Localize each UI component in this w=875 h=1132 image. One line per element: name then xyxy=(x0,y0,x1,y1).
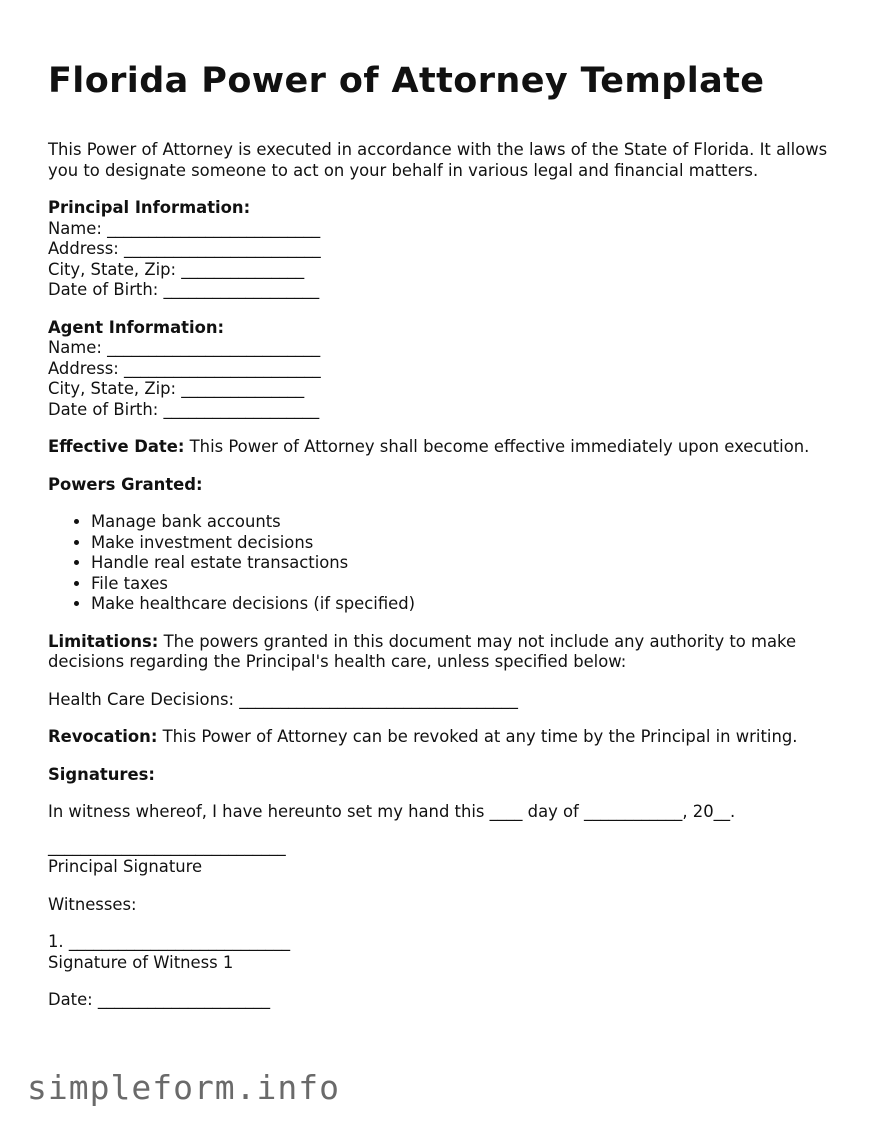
witness1-signature-line: 1. ___________________________ xyxy=(48,932,291,951)
witness-statement: In witness whereof, I have hereunto set my hand this ____ day of ____________, 20__. xyxy=(48,802,736,821)
principal-address-field: Address: ________________________ xyxy=(48,239,321,258)
powers-heading-paragraph xyxy=(48,475,838,496)
list-item: • Manage bank accounts xyxy=(91,512,838,533)
health-care-field: Health Care Decisions: __________________________________ xyxy=(48,689,518,709)
effective-date-text: This Power of Attorney shall become effective immediately upon execution. xyxy=(184,437,810,456)
agent-section xyxy=(48,318,838,421)
principal-signature-line: _____________________________ xyxy=(48,836,286,856)
document-page xyxy=(48,58,838,1028)
powers-heading: Powers Granted: xyxy=(48,474,203,494)
principal-section xyxy=(48,198,838,301)
principal-signature-block xyxy=(48,837,838,878)
intro-paragraph: This Power of Attorney is executed in accordance with the laws of the State of Florida. It allows you to designate someone to act on your behalf in various legal and financial matters. xyxy=(48,140,828,180)
revocation-text: This Power of Attorney can be revoked at any time by the Principal in writing. xyxy=(157,727,798,746)
agent-name-field: Name: __________________________ xyxy=(48,338,321,357)
revocation-label: Revocation: xyxy=(48,727,158,746)
effective-date-label: Effective Date: xyxy=(48,437,185,456)
agent-city-field: City, State, Zip: _______________ xyxy=(48,379,305,398)
limitations-paragraph xyxy=(48,632,838,673)
list-item: • File taxes xyxy=(91,574,838,595)
date-field: Date: _____________________ xyxy=(48,990,271,1009)
list-item: • Make healthcare decisions (if specified) xyxy=(91,594,838,615)
powers-list xyxy=(48,512,838,615)
agent-heading: Agent Information: xyxy=(48,317,225,337)
principal-name-field: Name: __________________________ xyxy=(48,218,321,238)
agent-address-field: Address: ________________________ xyxy=(48,358,321,378)
effective-date-paragraph xyxy=(48,437,838,458)
list-item: • Make investment decisions xyxy=(91,533,838,554)
witness1-block xyxy=(48,932,838,973)
limitations-label: Limitations: xyxy=(48,631,159,651)
watermark: simpleform.info xyxy=(27,1068,341,1107)
list-item: • Handle real estate transactions xyxy=(91,553,838,574)
signatures-heading: Signatures: xyxy=(48,764,155,784)
page-title: Florida Power of Attorney Template xyxy=(48,61,765,101)
principal-signature-label: Principal Signature xyxy=(48,857,203,876)
principal-heading: Principal Information: xyxy=(48,198,251,217)
witness1-signature-label: Signature of Witness 1 xyxy=(48,952,234,972)
principal-dob-field: Date of Birth: ___________________ xyxy=(48,280,320,299)
revocation-paragraph xyxy=(48,727,838,748)
limitations-text: The powers granted in this document may not include any authority to make decisions regarding the Principal's health care, unless specified below: xyxy=(48,631,797,671)
agent-dob-field: Date of Birth: ___________________ xyxy=(48,399,320,419)
witnesses-label: Witnesses: xyxy=(48,894,137,914)
principal-city-field: City, State, Zip: _______________ xyxy=(48,259,305,279)
signatures-heading-paragraph xyxy=(48,765,838,786)
